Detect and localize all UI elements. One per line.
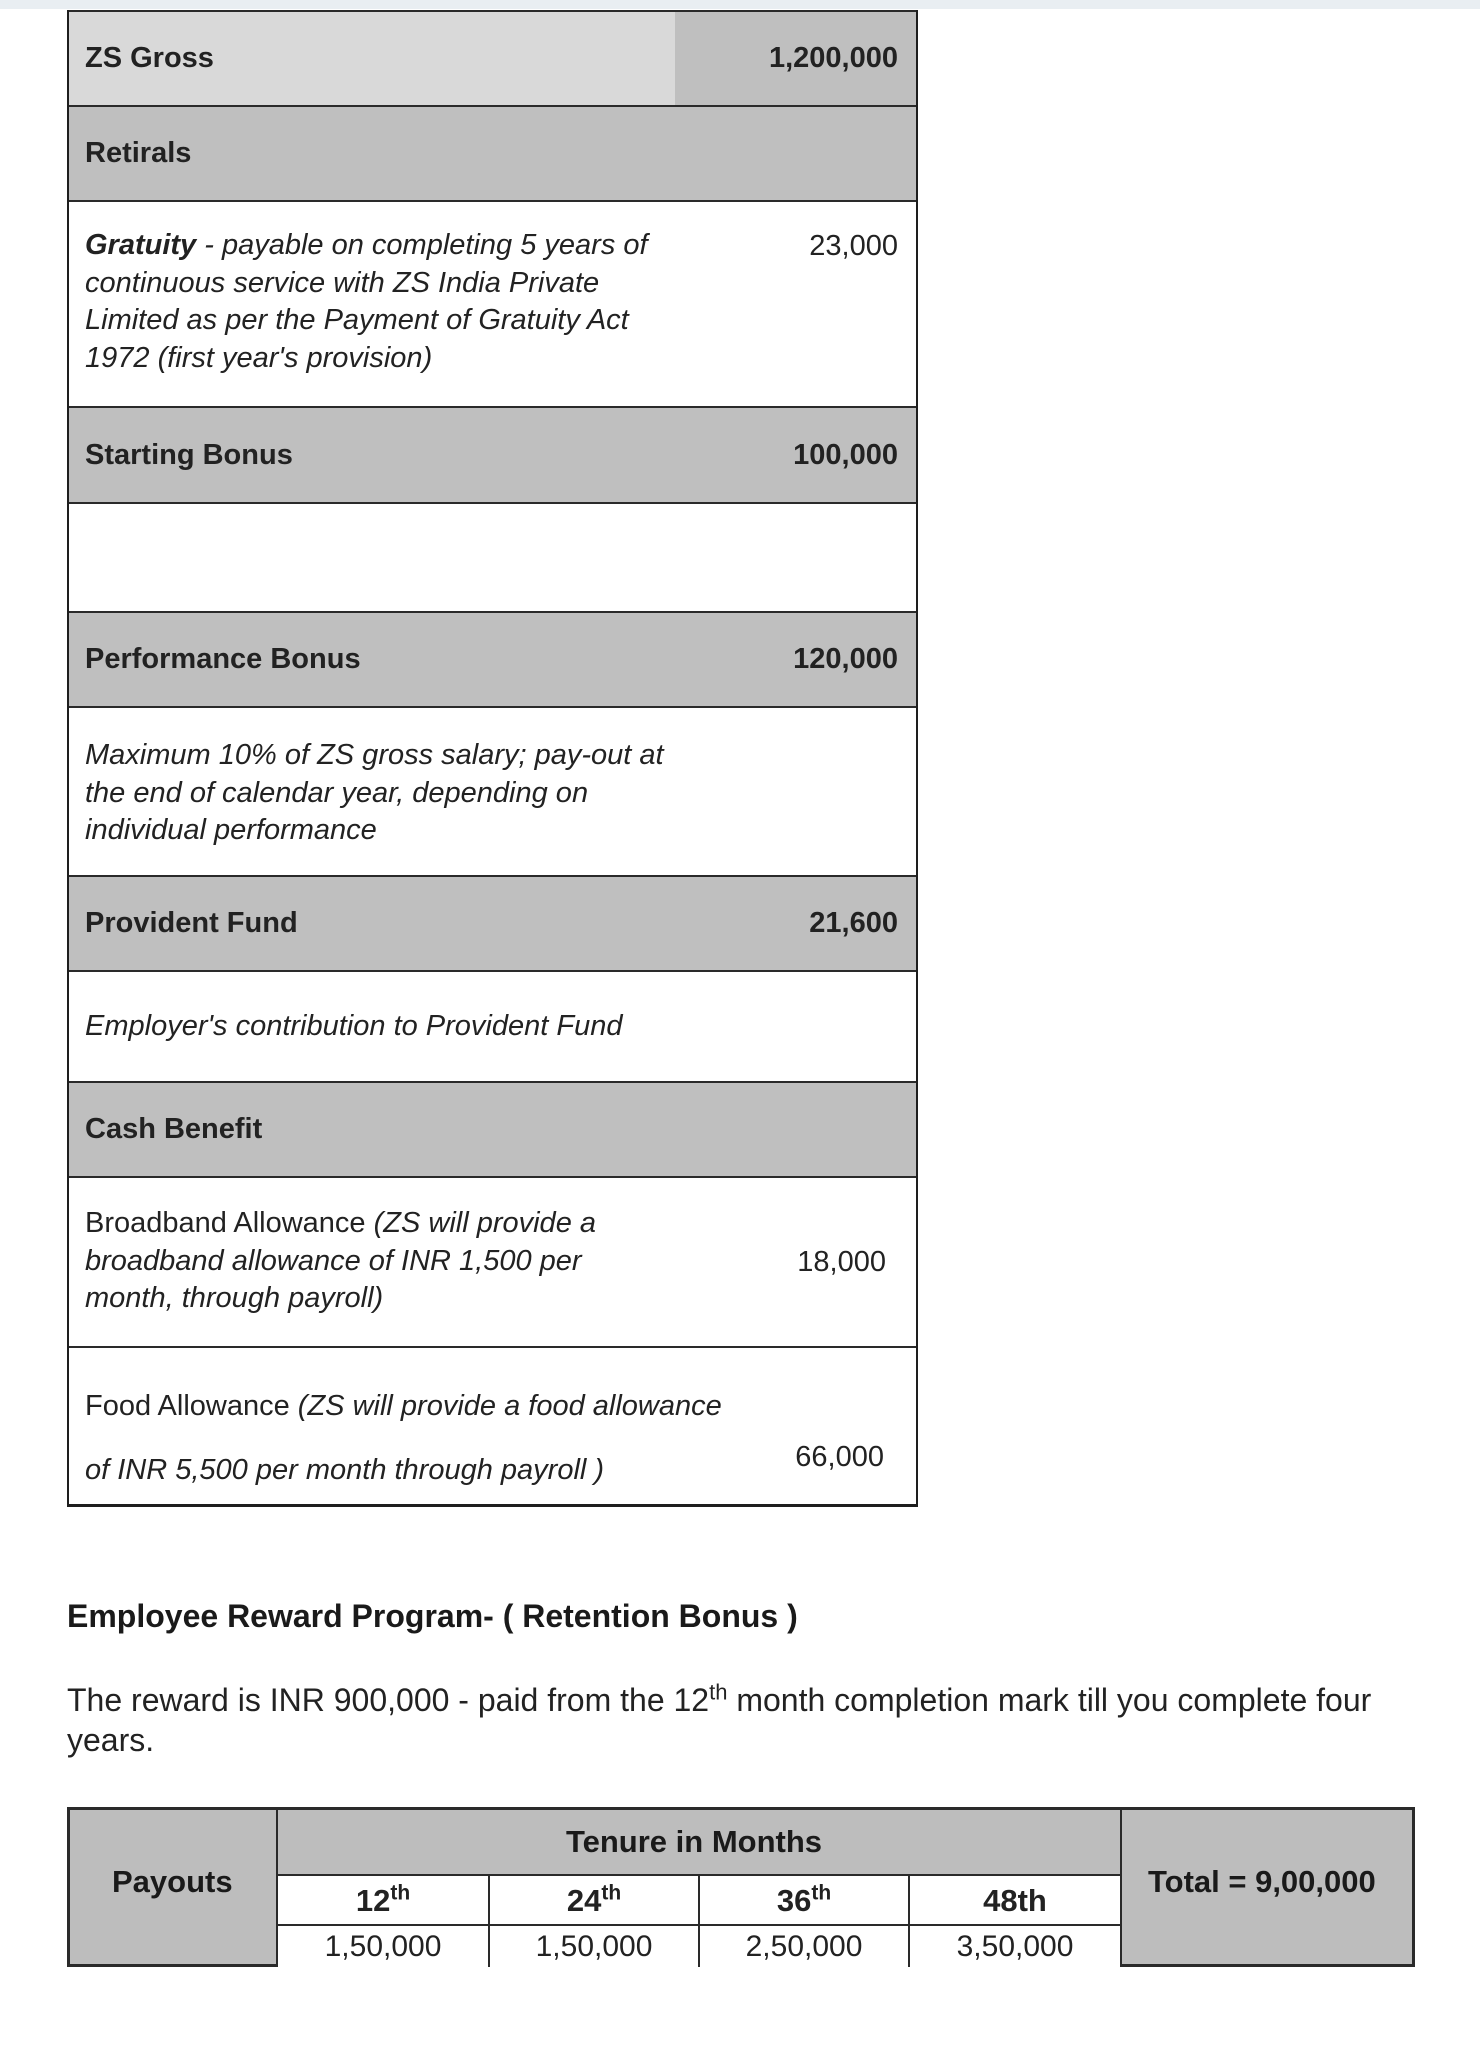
tenure-col-12: [278, 1876, 488, 1967]
payouts-table: [67, 1807, 1415, 1967]
zs-gross-value: 1,200,000: [768, 42, 898, 74]
food-text-line2: of INR 5,500 per month through payroll ): [85, 1454, 605, 1486]
provident-fund-label: Provident Fund: [85, 907, 298, 939]
tenure-col-48: [908, 1876, 1120, 1967]
row-retirals: [69, 105, 916, 200]
gratuity-description: [85, 227, 685, 377]
month-header: 36th: [700, 1876, 908, 1926]
cash-benefit-label: Cash Benefit: [85, 1113, 263, 1145]
zs-gross-label: ZS Gross: [85, 42, 214, 74]
performance-bonus-description: Maximum 10% of ZS gross salary; pay-out at the end of calendar year, depending on individual performance: [85, 739, 664, 846]
gratuity-text: - payable on completing 5 years of continuous service with ZS India Private Limited as per the Payment of Gratuity Act 1972 (first year's provision): [85, 229, 648, 374]
gratuity-value: 23,000: [809, 230, 898, 262]
food-value: 66,000: [795, 1441, 884, 1473]
month-header: 48th: [910, 1876, 1120, 1926]
row-performance-bonus: [69, 611, 916, 706]
food-name: Food Allowance: [85, 1390, 290, 1422]
row-performance-bonus-desc: [69, 706, 916, 875]
tenure-header: Tenure in Months: [566, 1824, 823, 1859]
month-header: 24th: [490, 1876, 698, 1926]
top-edge-bar: [0, 0, 1480, 9]
row-gratuity: [69, 200, 916, 406]
provident-fund-value: 21,600: [809, 907, 898, 939]
gratuity-term: Gratuity: [85, 229, 197, 261]
month-header: 12th: [278, 1876, 488, 1926]
month-amount: 3,50,000: [956, 1930, 1074, 1963]
reward-description: [67, 1680, 1407, 1760]
row-provident-fund-desc: [69, 970, 916, 1081]
row-cash-benefit: [69, 1081, 916, 1176]
reward-text-after: month completion mark till you complete four years.: [67, 1682, 1372, 1758]
payouts-total: Total = 9,00,000: [1148, 1864, 1376, 1899]
broadband-description: [85, 1205, 645, 1318]
tenure-col-36: [698, 1876, 908, 1967]
starting-bonus-label: Starting Bonus: [85, 438, 293, 471]
reward-text-sup: th: [709, 1679, 728, 1705]
row-broadband: [69, 1176, 916, 1346]
performance-bonus-value: 120,000: [793, 643, 898, 675]
row-empty: [69, 502, 916, 611]
food-text-line1: (ZS will provide a food allowance: [289, 1390, 722, 1422]
reward-text-before: The reward is INR 900,000 - paid from the 12: [67, 1682, 710, 1718]
row-food: [69, 1346, 916, 1507]
reward-program-heading: Employee Reward Program- ( Retention Bonus ): [67, 1598, 798, 1634]
tenure-col-24: [488, 1876, 698, 1967]
broadband-value: 18,000: [797, 1245, 886, 1278]
payouts-label: Payouts: [112, 1864, 233, 1899]
compensation-table: [67, 10, 918, 1507]
tenure-grid: [278, 1874, 1120, 1967]
broadband-text: (ZS will provide a broadband allowance of INR 1,500 per month, through payroll): [85, 1207, 597, 1314]
payouts-divider-right: [1120, 1810, 1122, 1964]
broadband-name: Broadband Allowance: [85, 1207, 366, 1239]
month-amount: 2,50,000: [745, 1930, 863, 1963]
row-starting-bonus: [69, 406, 916, 502]
provident-fund-description: Employer's contribution to Provident Fund: [85, 1010, 623, 1042]
performance-bonus-label: Performance Bonus: [85, 643, 361, 675]
row-zs-gross: [69, 10, 916, 105]
month-amount: 1,50,000: [535, 1930, 653, 1963]
month-amount: 1,50,000: [324, 1930, 442, 1963]
retirals-label: Retirals: [85, 137, 192, 169]
food-description: [85, 1374, 785, 1502]
starting-bonus-value: 100,000: [793, 438, 898, 471]
row-provident-fund: [69, 875, 916, 970]
